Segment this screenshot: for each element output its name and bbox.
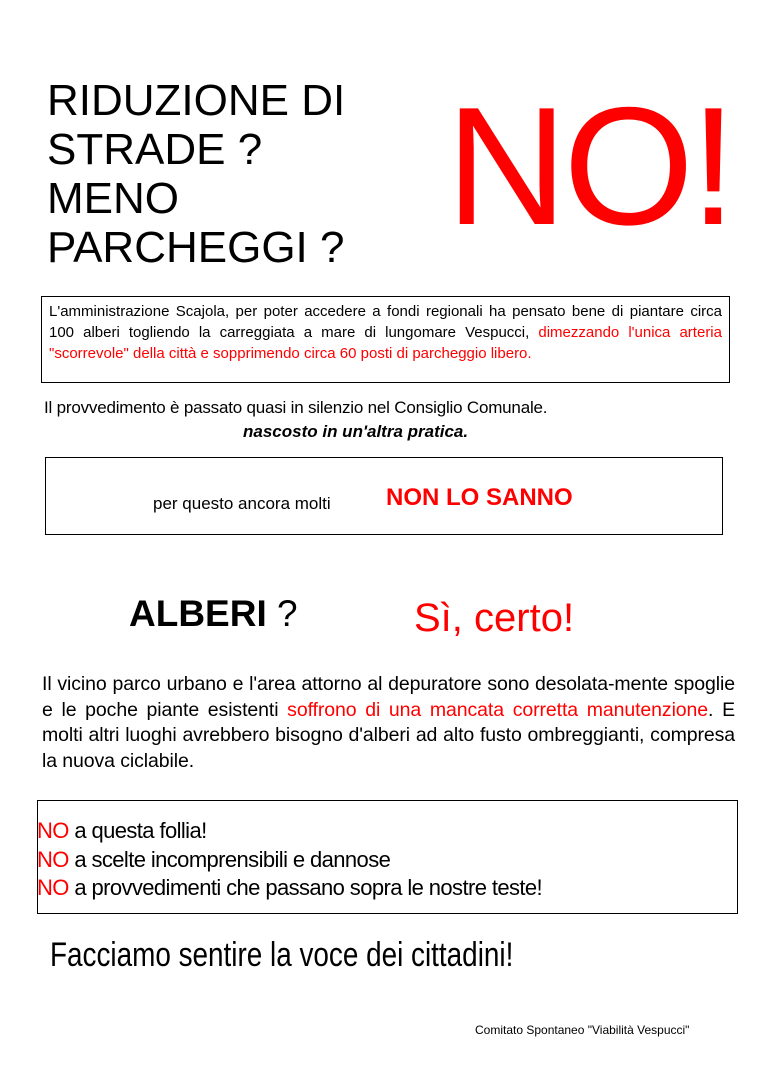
- silence-text: Il provvedimento è passato quasi in silenzio nel Consiglio Comunale.: [44, 398, 548, 417]
- headline-line-2: STRADE ?: [47, 125, 263, 174]
- headline: [47, 76, 427, 272]
- unaware-text: per questo ancora molti: [153, 494, 331, 513]
- no-item-text: a provvedimenti che passano sopra le nostre teste!: [68, 875, 543, 900]
- no-label: NO: [37, 875, 69, 900]
- headline-line-1: RIDUZIONE DI: [47, 76, 346, 125]
- no-label: NO: [37, 847, 69, 872]
- park-highlight: soffrono di una mancata corretta manutenzione: [287, 698, 709, 721]
- park-text-1: Il vicino parco urbano e l'area attorno al depuratore sono desolata-mente spoglie e le poche piante esistenti: [42, 673, 735, 721]
- trees-question-mark: ?: [266, 593, 298, 634]
- unaware-box: [45, 457, 723, 535]
- park-text-2: . E molti altri luoghi avrebbero bisogno d'alberi ad alto fusto ombreggianti, compresa la nuova ciclabile.: [42, 698, 736, 772]
- unaware-emphasis: NON LO SANNO: [386, 484, 573, 511]
- intro-box: [41, 296, 730, 383]
- intro-highlight: dimezzando l'unica arteria "scorrevole" della città e sopprimendo circa 60 posti di parcheggio libero.: [49, 324, 722, 362]
- no-list-item: [37, 817, 207, 845]
- trees-answer: Sì, certo!: [414, 596, 575, 640]
- headline-line-3: MENO: [47, 174, 179, 223]
- hidden-text: nascosto in un'altra pratica.: [243, 422, 469, 441]
- big-no-heading: NO!: [446, 72, 733, 260]
- signature: Comitato Spontaneo "Viabilità Vespucci": [475, 1023, 690, 1037]
- no-list-item: [37, 874, 542, 902]
- no-item-text: a questa follia!: [68, 818, 207, 843]
- intro-text: L'amministrazione Scajola, per poter accedere a fondi regionali ha pensato bene di piantare circa 100 alberi togliendo la carreggiata a mare di lungomare Vespucci,: [49, 303, 722, 341]
- headline-line-4: PARCHEGGI ?: [47, 223, 345, 272]
- park-paragraph: [42, 672, 735, 774]
- call-to-action: Facciamo sentire la voce dei cittadini!: [50, 936, 514, 974]
- trees-question: [129, 592, 298, 636]
- trees-question-bold: ALBERI: [129, 593, 267, 634]
- no-item-text: a scelte incomprensibili e dannose: [68, 847, 391, 872]
- no-label: NO: [37, 818, 69, 843]
- no-list-item: [37, 846, 390, 874]
